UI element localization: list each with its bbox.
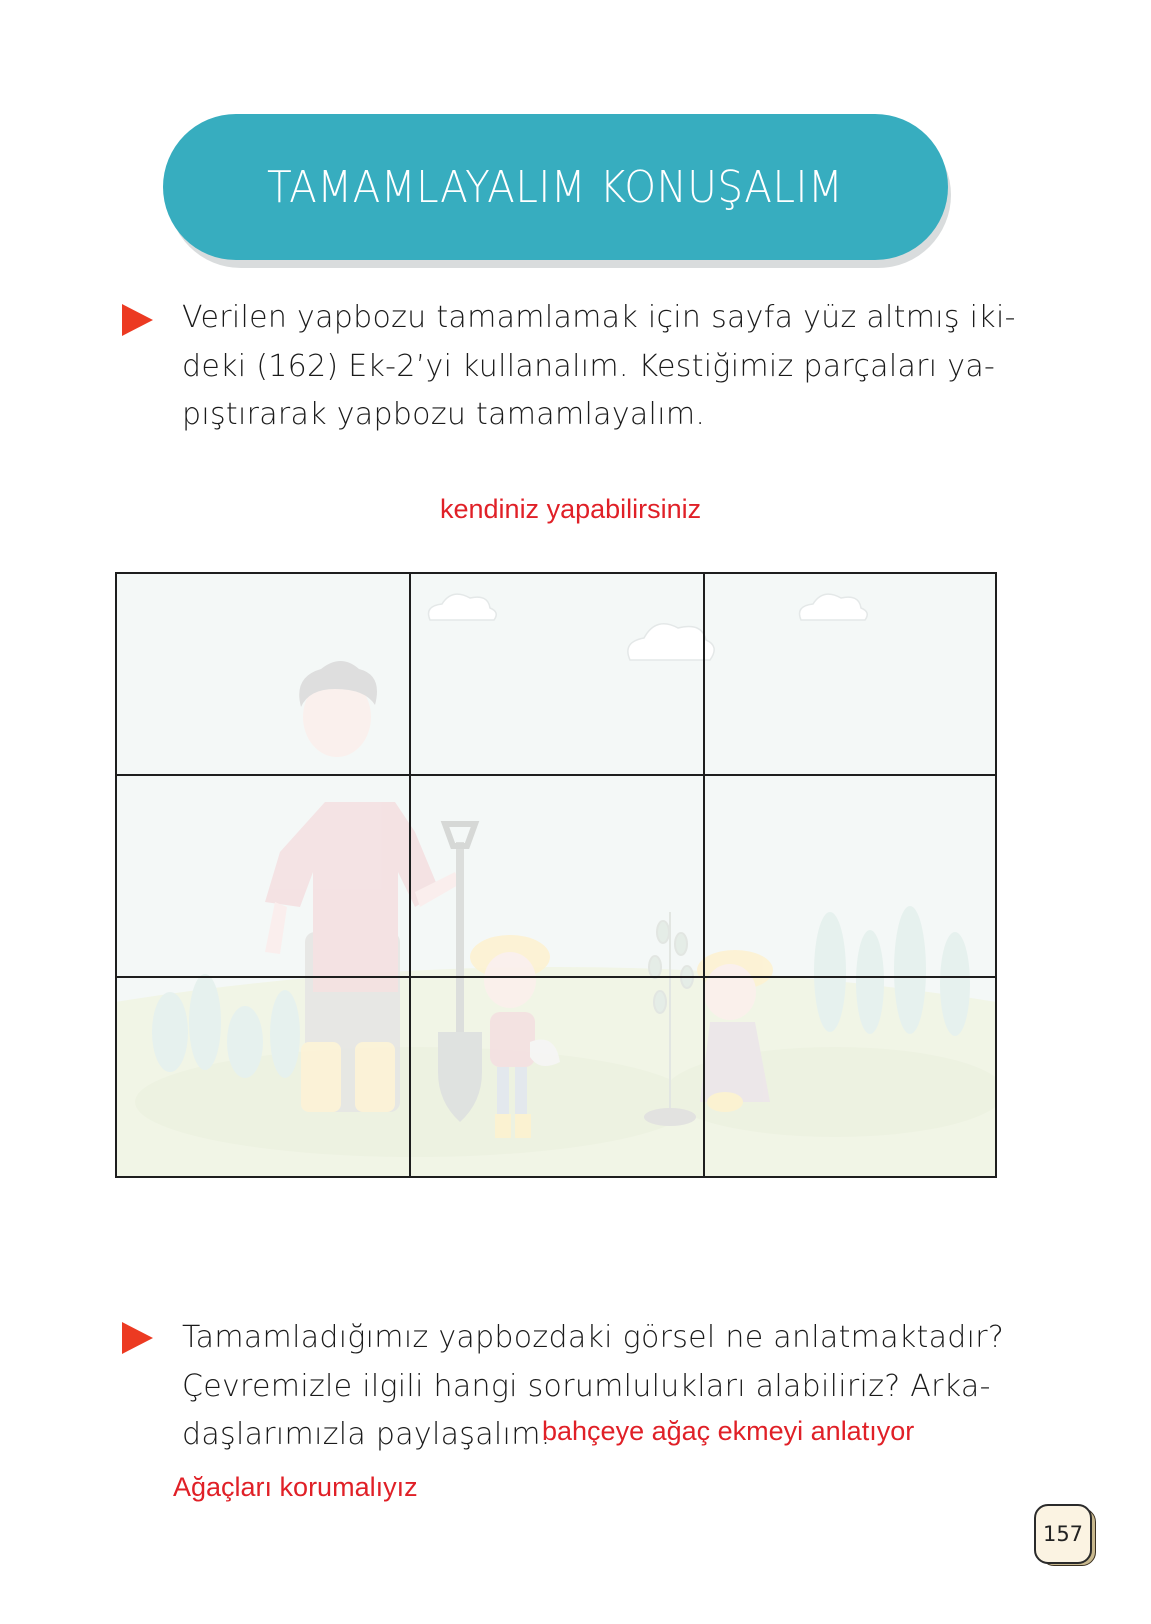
puzzle-piece-slot — [705, 978, 997, 1178]
puzzle-piece-slot — [411, 978, 705, 1178]
instruction-2-line: Tamamladığımız yapbozdaki görsel ne anlatmaktadır? — [182, 1320, 1005, 1355]
instruction-1-line: deki (162) Ek-2’yi kullanalım. Kestiğimiz parçaları ya- — [182, 348, 996, 384]
instruction-1-line: pıştırarak yapbozu tamamlayalım. — [182, 397, 706, 432]
handwritten-answer-1: kendiniz yapabilirsiniz — [440, 494, 702, 524]
puzzle-piece-slot — [705, 776, 997, 978]
handwritten-answer-2: bahçeye ağaç ekmeyi anlatıyor — [542, 1416, 915, 1446]
handwritten-answer-3: Ağaçları korumalıyız — [173, 1472, 418, 1502]
instruction-2-line: daşlarımızla paylaşalım. — [182, 1417, 551, 1452]
puzzle-piece-slot — [705, 574, 997, 776]
puzzle-piece-slot — [117, 776, 411, 978]
play-triangle-icon — [122, 1322, 153, 1354]
page-number: 157 — [1042, 1522, 1084, 1546]
instruction-2-line: Çevremizle ilgili hangi sorumlulukları alabiliriz? Arka- — [182, 1368, 991, 1404]
instruction-1 — [182, 294, 1016, 440]
puzzle-piece-slot — [117, 574, 411, 776]
puzzle-piece-slot — [117, 978, 411, 1178]
instruction-1-line: Verilen yapbozu tamamlamak için sayfa yüz altmış iki- — [182, 300, 1016, 335]
jigsaw-puzzle — [115, 572, 997, 1178]
play-triangle-icon — [122, 304, 153, 336]
puzzle-piece-slot — [411, 776, 705, 978]
section-title: TAMAMLAYALIM KONUŞALIM — [267, 161, 844, 213]
puzzle-piece-slot — [411, 574, 705, 776]
puzzle-grid — [115, 572, 997, 1178]
page-number-badge — [1034, 1504, 1092, 1564]
section-header — [163, 114, 948, 260]
